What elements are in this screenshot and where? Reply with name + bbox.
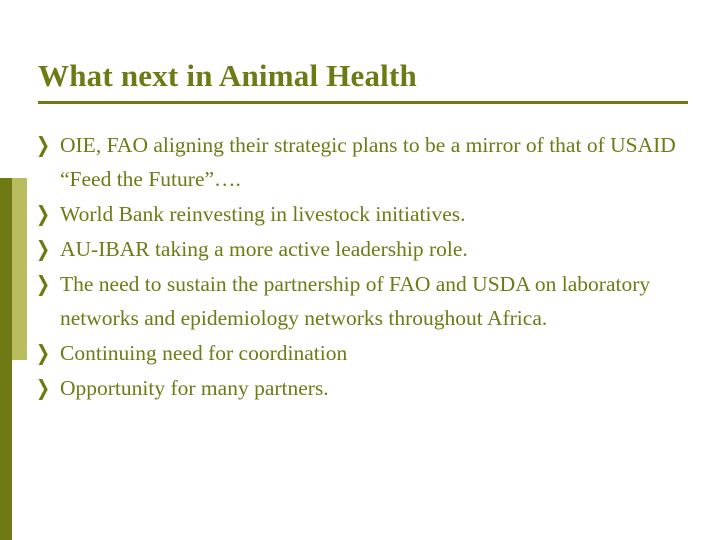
list-item <box>36 128 686 196</box>
chevron-right-icon: ❯ <box>36 133 51 157</box>
list-item-text: Opportunity for many partners. <box>60 376 329 400</box>
bullet-list <box>36 128 686 406</box>
chevron-right-icon: ❯ <box>36 272 51 296</box>
list-item <box>36 197 686 231</box>
chevron-right-icon: ❯ <box>36 237 51 261</box>
title-divider <box>38 101 688 104</box>
left-accent-bar-inner <box>12 178 27 360</box>
list-item-text: Continuing need for coordination <box>60 341 348 365</box>
slide-title: What next in Animal Health <box>38 58 417 93</box>
left-accent-bar-outer <box>0 178 12 540</box>
chevron-right-icon: ❯ <box>36 202 51 226</box>
chevron-right-icon: ❯ <box>36 341 51 365</box>
list-item-text: World Bank reinvesting in livestock initiatives. <box>60 202 466 226</box>
list-item <box>36 371 686 405</box>
list-item <box>36 232 686 266</box>
list-item-text: OIE, FAO aligning their strategic plans to be a mirror of that of USAID “Feed the Future”…. <box>60 133 676 191</box>
chevron-right-icon: ❯ <box>36 376 51 400</box>
list-item-text: AU-IBAR taking a more active leadership role. <box>60 237 468 261</box>
list-item <box>36 267 686 335</box>
list-item <box>36 336 686 370</box>
list-item-text: The need to sustain the partnership of FAO and USDA on laboratory networks and epidemiology networks throughout Africa. <box>60 272 651 330</box>
